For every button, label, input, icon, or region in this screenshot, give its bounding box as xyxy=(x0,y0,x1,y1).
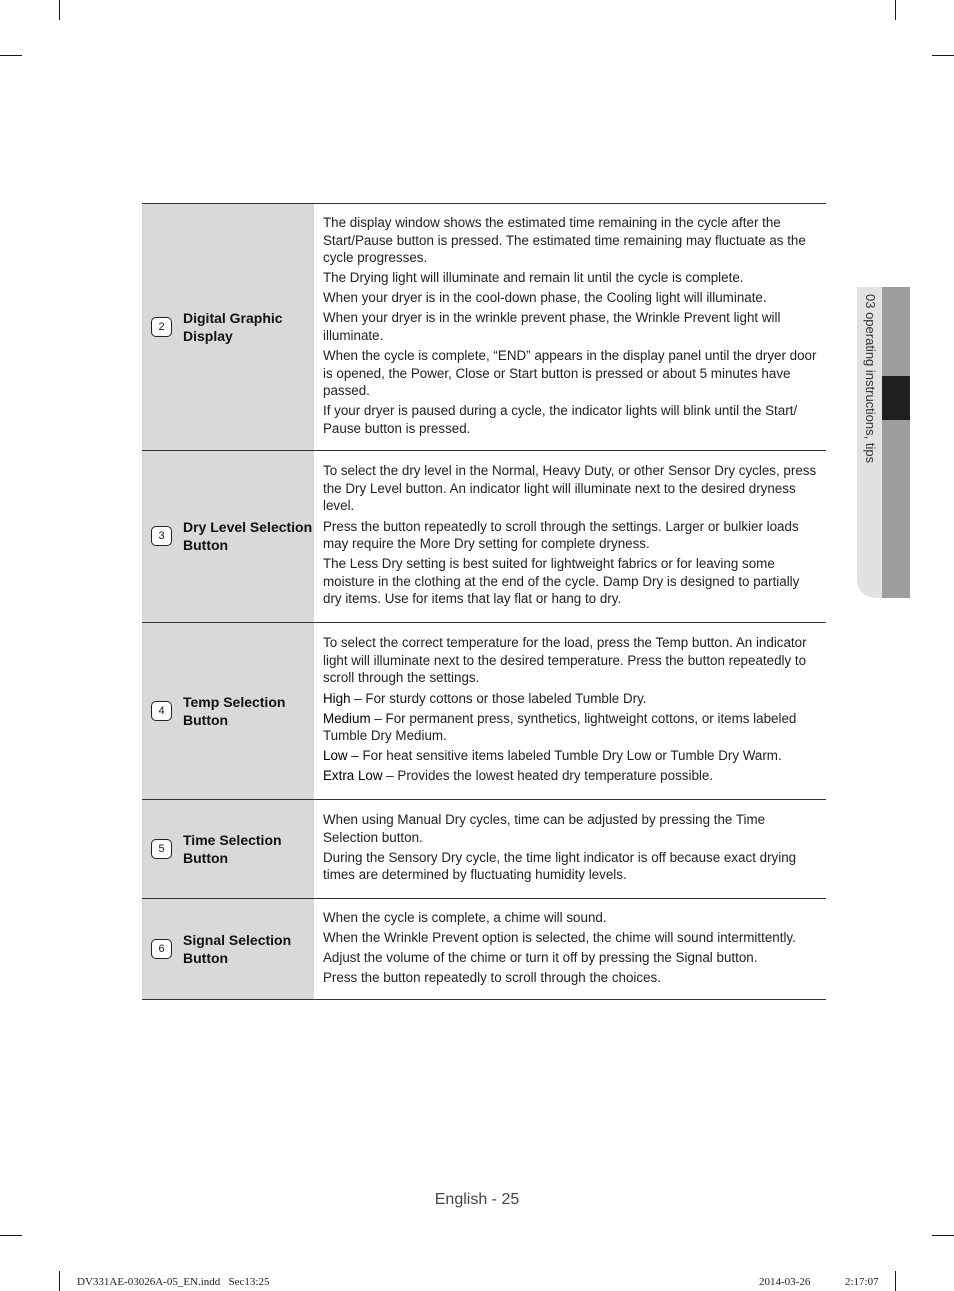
description-text: The display window shows the estimated time remaining in the cycle after the Start/Pause button is pressed. The estimated time remaining may fluctuate as the cycle progresses. xyxy=(323,215,806,266)
control-description-cell xyxy=(314,204,826,451)
setting-term: Extra Low xyxy=(323,768,383,784)
crop-mark xyxy=(895,1271,896,1291)
description-text: When the Wrinkle Prevent option is selected, the chime will sound intermittently. xyxy=(323,929,796,945)
description-paragraph xyxy=(323,909,817,927)
side-tab-bar xyxy=(882,287,910,598)
description-paragraph xyxy=(323,347,817,400)
table-row xyxy=(142,204,826,451)
control-name: Signal Selection Button xyxy=(183,931,292,966)
control-panel-table xyxy=(142,203,826,1000)
table-row xyxy=(142,450,826,622)
description-paragraph xyxy=(323,289,817,307)
description-paragraph xyxy=(323,402,817,437)
callout-number-badge: 2 xyxy=(151,317,172,337)
description-paragraph xyxy=(323,949,817,967)
description-paragraph xyxy=(323,269,817,287)
side-tab-marker xyxy=(882,376,910,420)
description-text: The Drying light will illuminate and remain lit until the cycle is complete. xyxy=(323,270,744,286)
table-row xyxy=(142,622,826,799)
description-text: To select the correct temperature for the load, press the Temp button. An indicator light will illuminate next to the desired temperature. Press the button repeatedly to scroll through the settings. xyxy=(323,635,807,686)
table-row xyxy=(142,799,826,898)
description-text: If your dryer is paused during a cycle, the indicator lights will blink until the Start/ Pause button is pressed. xyxy=(323,403,798,437)
crop-mark xyxy=(0,55,22,56)
crop-mark xyxy=(59,0,60,20)
description-text: – For heat sensitive items labeled Tumble Dry Low or Tumble Dry Warm. xyxy=(347,748,782,764)
crop-mark xyxy=(0,1235,22,1236)
description-paragraph xyxy=(323,767,817,785)
crop-mark xyxy=(932,1235,954,1236)
description-text: When your dryer is in the cool-down phase, the Cooling light will illuminate. xyxy=(323,290,767,306)
control-name-wrap xyxy=(142,518,314,554)
control-name: Dry Level Selection Button xyxy=(183,519,313,554)
setting-term: High xyxy=(323,690,351,706)
control-name-cell xyxy=(142,204,314,451)
description-text: The Less Dry setting is best suited for lightweight fabrics or for leaving some moisture in the clothing at the end of the cycle. Damp Dry is designed to partially dry items. Use for items that lay flat or hang to dry. xyxy=(323,556,800,607)
callout-number-badge: 4 xyxy=(151,701,172,721)
description-text: During the Sensory Dry cycle, the time light indicator is off because exact drying times are determined by fluctuating humidity levels. xyxy=(323,849,797,883)
description-paragraph xyxy=(323,710,817,745)
control-name-wrap xyxy=(142,693,314,729)
callout-number-badge: 6 xyxy=(151,939,172,959)
description-paragraph xyxy=(323,309,817,344)
control-name-wrap xyxy=(142,931,314,967)
control-description-cell xyxy=(314,898,826,999)
control-description-cell xyxy=(314,450,826,622)
callout-number-badge: 3 xyxy=(151,526,172,546)
description-paragraph xyxy=(323,969,817,987)
table-row xyxy=(142,898,826,999)
crop-mark xyxy=(895,0,896,20)
control-name-cell xyxy=(142,799,314,898)
page-number: English - 25 xyxy=(434,1191,520,1208)
file-slug: DV331AE-03026A-05_EN.indd Sec13:25 xyxy=(77,1276,270,1288)
description-text: Press the button repeatedly to scroll through the choices. xyxy=(323,969,661,985)
description-paragraph xyxy=(323,462,817,515)
control-name-cell xyxy=(142,898,314,999)
description-text: – For sturdy cottons or those labeled Tumble Dry. xyxy=(350,690,647,706)
description-text: When using Manual Dry cycles, time can be adjusted by pressing the Time Selection button. xyxy=(323,812,766,845)
description-paragraph xyxy=(323,634,817,687)
description-text: To select the dry level in the Normal, Heavy Duty, or other Sensor Dry cycles, press the Dry Level button. An indicator light will illuminate next to the desired dryness level. xyxy=(323,463,817,514)
description-text: When your dryer is in the wrinkle prevent phase, the Wrinkle Prevent light will illuminate. xyxy=(323,310,781,344)
control-name: Digital Graphic Display xyxy=(183,309,283,344)
setting-term: Medium xyxy=(323,710,371,726)
control-description-cell xyxy=(314,799,826,898)
callout-number-badge: 5 xyxy=(151,839,172,859)
description-paragraph xyxy=(323,214,817,267)
slug-time: 2:17:07 xyxy=(845,1276,879,1288)
setting-term: Low xyxy=(323,748,348,764)
crop-mark xyxy=(932,55,954,56)
crop-mark xyxy=(59,1271,60,1291)
description-paragraph xyxy=(323,929,817,947)
control-name-wrap xyxy=(142,831,314,867)
description-paragraph xyxy=(323,518,817,553)
control-name-cell xyxy=(142,450,314,622)
description-text: Press the button repeatedly to scroll through the settings. Larger or bulkier loads may require the More Dry setting for complete dryness. xyxy=(323,518,799,552)
control-name-cell xyxy=(142,622,314,799)
control-name-wrap xyxy=(142,309,314,345)
description-text: – Provides the lowest heated dry temperature possible. xyxy=(382,768,714,784)
description-text: When the cycle is complete, a chime will sound. xyxy=(323,909,607,925)
control-name: Time Selection Button xyxy=(183,831,282,866)
section-label: 03 operating instructions, tips xyxy=(863,294,878,464)
description-paragraph xyxy=(323,811,817,846)
description-paragraph xyxy=(323,690,817,708)
description-paragraph xyxy=(323,555,817,608)
slug-date: 2014-03-26 xyxy=(759,1276,811,1288)
description-text: When the cycle is complete, “END” appears in the display panel until the dryer door is opened, the Power, Close or Start button is pressed or about 5 minutes have passed. xyxy=(323,348,817,399)
description-text: Adjust the volume of the chime or turn it off by pressing the Signal button. xyxy=(323,949,758,965)
description-paragraph xyxy=(323,849,817,884)
control-name: Temp Selection Button xyxy=(183,693,286,728)
description-paragraph xyxy=(323,747,817,765)
description-text: – For permanent press, synthetics, lightweight cottons, or items labeled Tumble Dry Medium. xyxy=(323,710,797,744)
control-description-cell xyxy=(314,622,826,799)
